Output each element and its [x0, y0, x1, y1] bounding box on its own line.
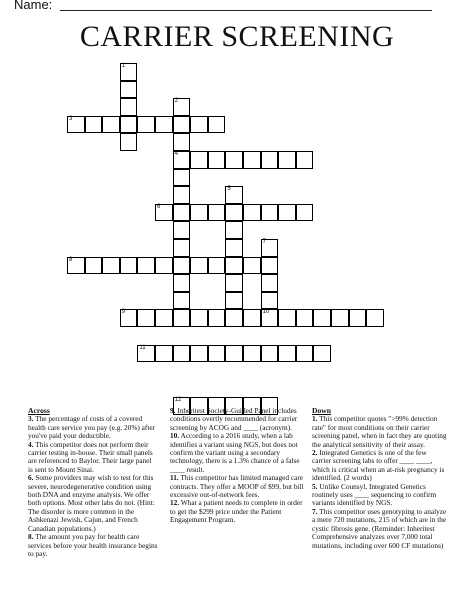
crossword-cell[interactable]	[331, 309, 349, 327]
crossword-cell[interactable]	[120, 309, 138, 327]
crossword-cell[interactable]	[173, 292, 191, 310]
clue-number: 11	[139, 344, 146, 351]
crossword-cell[interactable]	[261, 151, 279, 169]
down-clues-column	[312, 407, 447, 550]
crossword-cell[interactable]	[261, 274, 279, 292]
crossword-cell[interactable]	[225, 221, 243, 239]
crossword-cell[interactable]	[190, 309, 208, 327]
crossword-cell[interactable]	[243, 309, 261, 327]
crossword-cell[interactable]	[173, 274, 191, 292]
crossword-cell[interactable]	[243, 151, 261, 169]
across-clue-11: 11. This competitor has limited managed care contracts. They offer a MOOP of $99, but bill excessive out-of-network fees.	[170, 473, 304, 500]
crossword-cell[interactable]	[137, 345, 155, 363]
crossword-cell[interactable]	[225, 274, 243, 292]
crossword-cell[interactable]	[173, 169, 191, 187]
clue-number: 9	[121, 309, 126, 316]
crossword-cell[interactable]	[208, 345, 226, 363]
crossword-cell[interactable]	[155, 257, 173, 275]
page-title: CARRIER SCREENING	[79, 20, 395, 53]
crossword-cell[interactable]	[278, 345, 296, 363]
crossword-cell[interactable]	[208, 116, 226, 134]
crossword-cell[interactable]	[137, 257, 155, 275]
crossword-cell[interactable]	[208, 151, 226, 169]
crossword-cell[interactable]	[173, 345, 191, 363]
crossword-cell[interactable]	[208, 204, 226, 222]
crossword-cell[interactable]	[261, 345, 279, 363]
crossword-cell[interactable]	[313, 345, 331, 363]
clue-number: 7	[262, 239, 266, 245]
crossword-cell[interactable]	[102, 257, 120, 275]
crossword-cell[interactable]	[190, 257, 208, 275]
crossword-cell[interactable]	[190, 116, 208, 134]
across-clue-8: 8. The amount you pay for health care services before your health insurance begins to pay.	[28, 532, 158, 558]
crossword-cell[interactable]	[261, 257, 279, 275]
crossword-cell[interactable]	[67, 257, 85, 275]
crossword-cell[interactable]	[296, 204, 314, 222]
crossword-cell[interactable]	[67, 116, 85, 134]
crossword-cell[interactable]	[173, 116, 191, 134]
crossword-cell[interactable]	[225, 151, 243, 169]
clue-number: 10	[262, 309, 270, 316]
crossword-cell[interactable]	[85, 257, 103, 275]
crossword-cell[interactable]	[120, 116, 138, 134]
crossword-cell[interactable]	[137, 309, 155, 327]
crossword-cell[interactable]	[173, 186, 191, 204]
crossword-cell[interactable]	[366, 309, 384, 327]
crossword-cell[interactable]	[243, 204, 261, 222]
across-clues-column	[28, 407, 158, 558]
down-clue-1: 1. This competitor quotes ">99% detection rate" for most conditions on their carrier screening panel, when in fact they are quoting the analytical sensitivity of their assay.	[312, 414, 447, 449]
clue-number: 6	[157, 203, 161, 210]
clue-number: 4	[174, 151, 178, 157]
crossword-cell[interactable]	[225, 292, 243, 310]
crossword-cell[interactable]	[278, 204, 296, 222]
crossword-cell[interactable]	[261, 204, 279, 222]
crossword-cell[interactable]	[296, 309, 314, 327]
clue-number: 3	[69, 115, 73, 122]
crossword-cell[interactable]	[155, 345, 173, 363]
crossword-cell[interactable]	[85, 116, 103, 134]
crossword-cell[interactable]	[120, 133, 138, 151]
across-clue-10: 10. According to a 2016 study, when a lab identifies a variant using NGS, but does not confirm the variant using a secondary technology, there is a 1.3% chance of a false ____ result.	[170, 431, 300, 474]
crossword-cell[interactable]	[120, 257, 138, 275]
crossword-cell[interactable]	[190, 345, 208, 363]
crossword-cell[interactable]	[190, 204, 208, 222]
across-clue-4: 4. This competitor does not perform their carrier testing in-house. Their small panels are referenced to Baylor. Their large panel is sent to Mount Sinai.	[28, 439, 153, 474]
crossword-cell[interactable]	[243, 257, 261, 275]
crossword-cell[interactable]	[102, 116, 120, 134]
crossword-cell[interactable]	[155, 309, 173, 327]
across-clue-3: 3. The percentage of costs of a covered health care service you pay (e.g. 20%) after you've paid your deductible.	[28, 414, 156, 441]
crossword-cell[interactable]	[278, 309, 296, 327]
down-clue-5: 5. Unlike Counsyl, Integrated Genetics routinely uses ____ sequencing to confirm variants identified by NGS.	[312, 481, 437, 508]
crossword-cell[interactable]	[120, 63, 138, 81]
crossword-cell[interactable]	[278, 151, 296, 169]
crossword-cell[interactable]	[173, 309, 191, 327]
across-clue-12: 12. What a patient needs to complete in order to get the $299 price under the Patient Engagement Program.	[170, 498, 303, 525]
crossword-cell[interactable]	[261, 292, 279, 310]
crossword-cell[interactable]	[173, 239, 191, 257]
crossword-cell[interactable]	[120, 98, 138, 116]
crossword-cell[interactable]	[261, 309, 279, 327]
across-heading: Across	[28, 406, 50, 415]
crossword-cell[interactable]	[225, 204, 243, 222]
crossword-cell[interactable]	[349, 309, 367, 327]
crossword-cell[interactable]	[120, 81, 138, 99]
across-clue-9: 9. Inheritest Society-Guided Panel includes conditions overtly recommended for carrier screening by ACOG and ____ (acronym).	[170, 406, 298, 432]
clue-number: 2	[174, 98, 178, 105]
crossword-cell[interactable]	[173, 98, 191, 116]
crossword-cell[interactable]	[313, 309, 331, 327]
crossword-cell[interactable]	[155, 204, 173, 222]
crossword-cell[interactable]	[173, 151, 191, 169]
clue-number: 5	[227, 186, 231, 193]
crossword-cell[interactable]	[225, 345, 243, 363]
crossword-cell[interactable]	[225, 186, 243, 204]
down-heading: Down	[312, 406, 331, 415]
name-label: Name:	[14, 0, 53, 12]
crossword-cell[interactable]	[173, 257, 191, 275]
crossword-cell[interactable]	[208, 309, 226, 327]
crossword-cell[interactable]	[296, 151, 314, 169]
crossword-cell[interactable]	[225, 257, 243, 275]
crossword-cell[interactable]	[208, 257, 226, 275]
clue-number: 1	[121, 63, 126, 69]
down-clue-7: 7. This competitor uses genotyping to analyze a mere 720 mutations, 215 of which are in the cystic fibrosis gene. (Reminder: Inheritest Comprehensive analyzes over 7,000 total mutations, including over 600 CF mutations)	[312, 506, 447, 550]
crossword-cell[interactable]	[243, 345, 261, 363]
crossword-cell[interactable]	[225, 239, 243, 257]
crossword-cell[interactable]	[173, 133, 191, 151]
across-clues-column-2	[170, 407, 305, 525]
crossword-cell[interactable]	[225, 309, 243, 327]
crossword-cell[interactable]	[173, 221, 191, 239]
across-clue-6: 6. Some providers may wish to test for this severe, neurodegenerative condition using both DNA and enzyme analysis. We offer both options. Most other labs do not. (Hint: The disorder is more common in the Ashkenazi Jewish, Cajun, and French Canadian populations.)	[28, 473, 155, 533]
down-clue-2: 2. Integrated Genetics is one of the few carrier screening labs to offer ____ ____, which is critical when an at-risk pregnancy is identified. (2 words)	[312, 448, 445, 483]
clue-number: 8	[69, 256, 73, 263]
crossword-cell[interactable]	[137, 116, 155, 134]
crossword-cell[interactable]	[261, 239, 279, 257]
clue-number: 12	[174, 397, 182, 404]
crossword-cell[interactable]	[296, 345, 314, 363]
crossword-cell[interactable]	[155, 116, 173, 134]
crossword-cell[interactable]	[173, 204, 191, 222]
crossword-cell[interactable]	[190, 151, 208, 169]
